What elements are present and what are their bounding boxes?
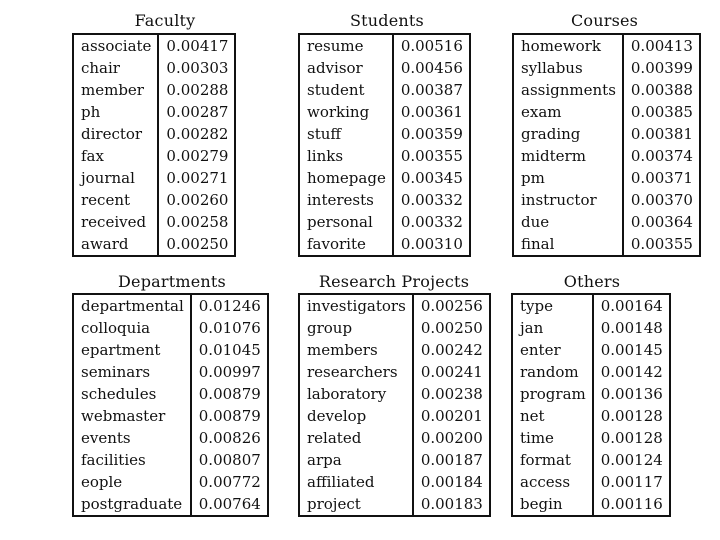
table-row [512, 339, 670, 361]
weight-cell: 0.00345 [400, 169, 463, 187]
word-table [72, 33, 236, 257]
table-row [73, 294, 268, 317]
weight-cell: 0.00279 [166, 147, 229, 165]
table-row [299, 339, 490, 361]
table-row [73, 471, 268, 493]
word-cell: jan [512, 317, 593, 339]
table-row [299, 471, 490, 493]
word-cell: stuff [299, 123, 393, 145]
table-row [513, 34, 700, 57]
word-cell: recent [73, 189, 158, 211]
word-cell: net [512, 405, 593, 427]
weight-cell: 0.00128 [600, 429, 663, 447]
table-row [299, 294, 490, 317]
weight-cell: 0.00764 [198, 495, 261, 513]
weight-cell: 0.00361 [400, 103, 463, 121]
table-row [299, 79, 470, 101]
weight-cell: 0.00807 [198, 451, 261, 469]
word-cell: interests [299, 189, 393, 211]
word-cell: colloquia [73, 317, 191, 339]
table-row [73, 79, 235, 101]
table-row [73, 233, 235, 256]
weight-cell: 0.00332 [400, 191, 463, 209]
weight-cell: 0.00164 [600, 297, 663, 315]
word-cell: homework [513, 34, 623, 57]
table-row [73, 449, 268, 471]
weight-cell: 0.00117 [600, 473, 663, 491]
table-row [513, 189, 700, 211]
weight-cell: 0.00826 [198, 429, 261, 447]
table-row [512, 294, 670, 317]
word-cell: homepage [299, 167, 393, 189]
table-row [73, 427, 268, 449]
weight-cell: 0.00303 [166, 59, 229, 77]
word-table [72, 293, 269, 517]
weight-cell: 0.00282 [166, 125, 229, 143]
weight-cell: 0.00288 [166, 81, 229, 99]
weight-cell: 0.00287 [166, 103, 229, 121]
word-cell: facilities [73, 449, 191, 471]
word-cell: affiliated [299, 471, 413, 493]
weight-cell: 0.00145 [600, 341, 663, 359]
weight-cell: 0.00516 [400, 37, 463, 55]
weight-cell: 0.00124 [600, 451, 663, 469]
word-cell: epartment [73, 339, 191, 361]
word-cell: final [513, 233, 623, 256]
table-row [299, 361, 490, 383]
weight-cell: 0.00128 [600, 407, 663, 425]
weight-cell: 0.00879 [198, 407, 261, 425]
table-row [299, 233, 470, 256]
weight-cell: 0.00772 [198, 473, 261, 491]
weight-cell: 0.00399 [630, 59, 693, 77]
table-row [299, 211, 470, 233]
word-cell: instructor [513, 189, 623, 211]
table-row [299, 145, 470, 167]
panel-title: Faculty [134, 11, 196, 30]
word-cell: director [73, 123, 158, 145]
weight-cell: 0.00271 [166, 169, 229, 187]
weight-cell: 0.00116 [600, 495, 663, 513]
word-cell: project [299, 493, 413, 516]
table-row [299, 123, 470, 145]
word-cell: grading [513, 123, 623, 145]
word-cell: received [73, 211, 158, 233]
table-row [513, 57, 700, 79]
weight-cell: 0.00183 [420, 495, 483, 513]
word-table [298, 293, 491, 517]
word-cell: advisor [299, 57, 393, 79]
table-row [73, 57, 235, 79]
weight-cell: 0.00258 [166, 213, 229, 231]
table-row [513, 167, 700, 189]
weight-cell: 0.00359 [400, 125, 463, 143]
table-row [512, 493, 670, 516]
word-cell: postgraduate [73, 493, 191, 516]
weight-cell: 0.00413 [630, 37, 693, 55]
table-row [73, 383, 268, 405]
table-row [73, 339, 268, 361]
word-cell: resume [299, 34, 393, 57]
word-cell: laboratory [299, 383, 413, 405]
word-cell: links [299, 145, 393, 167]
word-cell: departmental [73, 294, 191, 317]
table-row [299, 383, 490, 405]
table-row [513, 145, 700, 167]
word-cell: researchers [299, 361, 413, 383]
table-row [512, 383, 670, 405]
weight-cell: 0.00184 [420, 473, 483, 491]
table-row [73, 493, 268, 516]
table-row [512, 361, 670, 383]
panel-title: Students [350, 11, 424, 30]
weight-cell: 0.00250 [166, 235, 229, 253]
word-cell: investigators [299, 294, 413, 317]
word-table [512, 33, 701, 257]
table-row [299, 493, 490, 516]
table-row [512, 449, 670, 471]
table-row [513, 101, 700, 123]
table-row [73, 361, 268, 383]
table-row [73, 145, 235, 167]
word-cell: member [73, 79, 158, 101]
weight-cell: 0.00370 [630, 191, 693, 209]
word-cell: related [299, 427, 413, 449]
table-row [513, 79, 700, 101]
word-cell: eople [73, 471, 191, 493]
weight-cell: 0.00387 [400, 81, 463, 99]
table-row [513, 211, 700, 233]
weight-cell: 0.00355 [400, 147, 463, 165]
table-row [73, 167, 235, 189]
weight-cell: 0.00201 [420, 407, 483, 425]
weight-cell: 0.00997 [198, 363, 261, 381]
word-cell: ph [73, 101, 158, 123]
table-row [513, 123, 700, 145]
word-cell: members [299, 339, 413, 361]
weight-cell: 0.00381 [630, 125, 693, 143]
word-cell: exam [513, 101, 623, 123]
word-cell: award [73, 233, 158, 256]
word-cell: type [512, 294, 593, 317]
word-cell: midterm [513, 145, 623, 167]
table-row [512, 317, 670, 339]
weight-cell: 0.00250 [420, 319, 483, 337]
weight-cell: 0.00260 [166, 191, 229, 209]
weight-cell: 0.00417 [166, 37, 229, 55]
panel-title: Research Projects [318, 272, 470, 291]
weight-cell: 0.00148 [600, 319, 663, 337]
table-row [299, 101, 470, 123]
word-table [511, 293, 671, 517]
weight-cell: 0.00142 [600, 363, 663, 381]
panel-title: Courses [570, 11, 639, 30]
weight-cell: 0.00256 [420, 297, 483, 315]
table-row [299, 167, 470, 189]
weight-cell: 0.00879 [198, 385, 261, 403]
weight-cell: 0.01076 [198, 319, 261, 337]
word-cell: group [299, 317, 413, 339]
weight-cell: 0.00242 [420, 341, 483, 359]
weight-cell: 0.00374 [630, 147, 693, 165]
word-cell: schedules [73, 383, 191, 405]
weight-cell: 0.00456 [400, 59, 463, 77]
word-cell: pm [513, 167, 623, 189]
word-cell: student [299, 79, 393, 101]
word-table [298, 33, 471, 257]
table-row [299, 34, 470, 57]
word-cell: working [299, 101, 393, 123]
word-cell: begin [512, 493, 593, 516]
table-row [73, 123, 235, 145]
word-cell: fax [73, 145, 158, 167]
weight-cell: 0.00200 [420, 429, 483, 447]
word-cell: syllabus [513, 57, 623, 79]
panel-title: Others [563, 272, 621, 291]
word-cell: arpa [299, 449, 413, 471]
word-cell: seminars [73, 361, 191, 383]
word-cell: webmaster [73, 405, 191, 427]
word-cell: random [512, 361, 593, 383]
table-row [73, 211, 235, 233]
word-cell: access [512, 471, 593, 493]
table-row [299, 427, 490, 449]
word-cell: favorite [299, 233, 393, 256]
weight-cell: 0.00238 [420, 385, 483, 403]
table-row [73, 317, 268, 339]
table-row [299, 449, 490, 471]
table-row [513, 233, 700, 256]
table-row [512, 427, 670, 449]
word-cell: format [512, 449, 593, 471]
word-cell: time [512, 427, 593, 449]
table-row [512, 471, 670, 493]
table-row [512, 405, 670, 427]
weight-cell: 0.01246 [198, 297, 261, 315]
table-row [73, 189, 235, 211]
weight-cell: 0.00310 [400, 235, 463, 253]
table-row [73, 101, 235, 123]
weight-cell: 0.00136 [600, 385, 663, 403]
weight-cell: 0.00364 [630, 213, 693, 231]
word-cell: assignments [513, 79, 623, 101]
weight-cell: 0.00241 [420, 363, 483, 381]
panel-title: Departments [118, 272, 226, 291]
weight-cell: 0.00187 [420, 451, 483, 469]
weight-cell: 0.00355 [630, 235, 693, 253]
weight-cell: 0.00388 [630, 81, 693, 99]
word-cell: chair [73, 57, 158, 79]
word-cell: develop [299, 405, 413, 427]
weight-cell: 0.00371 [630, 169, 693, 187]
word-cell: due [513, 211, 623, 233]
word-cell: associate [73, 34, 158, 57]
weight-cell: 0.00332 [400, 213, 463, 231]
table-row [299, 189, 470, 211]
table-row [299, 57, 470, 79]
word-cell: personal [299, 211, 393, 233]
word-cell: program [512, 383, 593, 405]
table-row [299, 405, 490, 427]
word-cell: enter [512, 339, 593, 361]
weight-cell: 0.00385 [630, 103, 693, 121]
word-cell: events [73, 427, 191, 449]
table-row [299, 317, 490, 339]
table-row [73, 34, 235, 57]
table-row [73, 405, 268, 427]
word-cell: journal [73, 167, 158, 189]
weight-cell: 0.01045 [198, 341, 261, 359]
